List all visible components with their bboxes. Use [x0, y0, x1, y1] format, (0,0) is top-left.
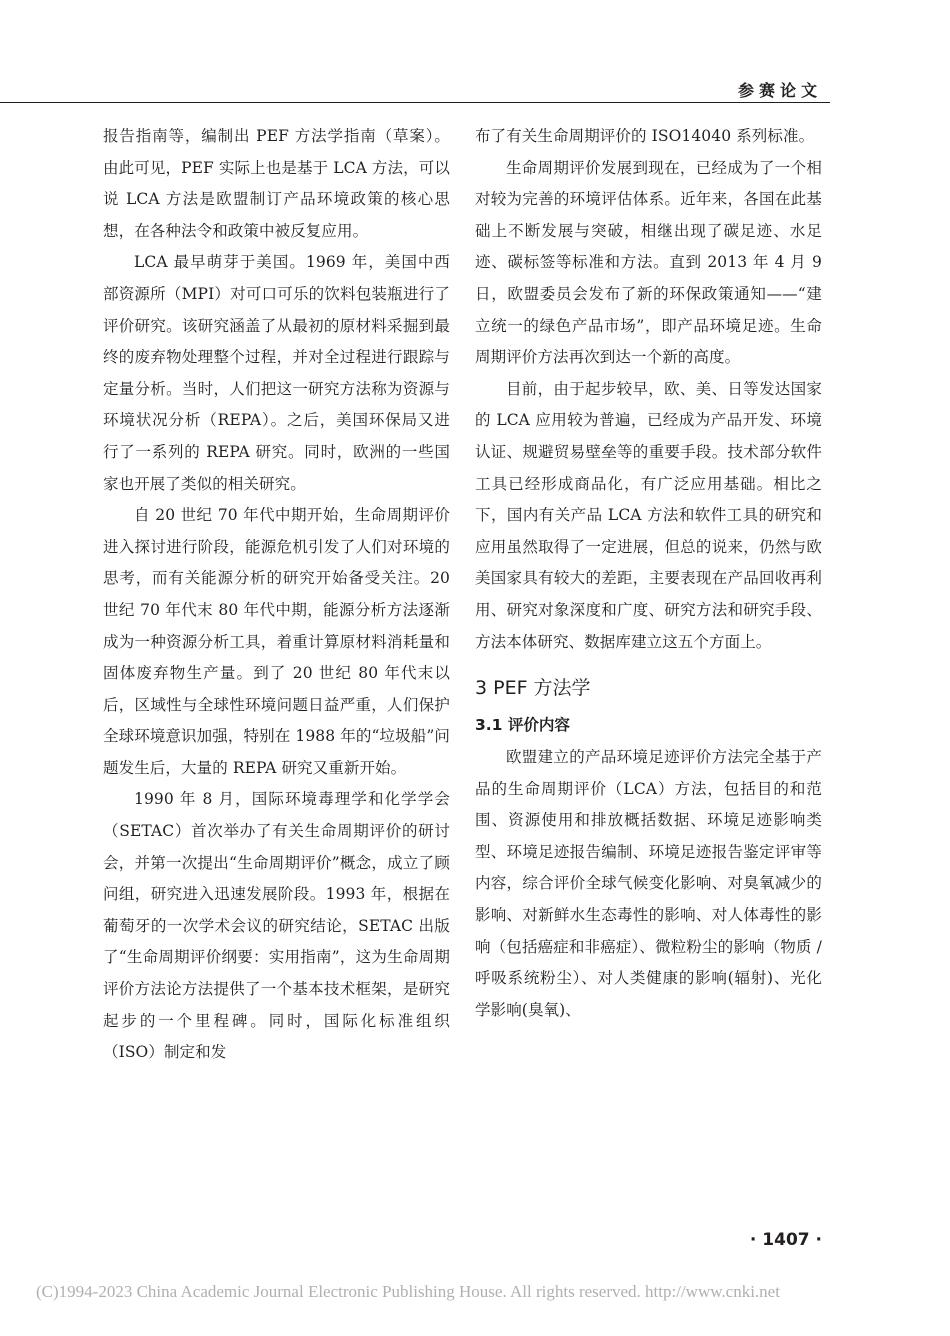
paragraph: 自 20 世纪 70 年代中期开始，生命周期评价进入探讨进行阶段，能源危机引发了人们对环境的思考，而有关能源分析的研究开始备受关注。20 世纪 70 年代末 80 年代中期，能源分析方法逐渐成为一种资源分析工具，着重计算原材料消耗量和固体废弃物生产量。到了 20 世纪 80 年代末以后，区域性与全球性环境问题日益严重，人们保护全球环境意识加强，特别在 1988 年的“垃圾船”问题发生后，大量的 REPA 研究又重新开始。 [103, 506, 450, 777]
paragraph: 生命周期评价发展到现在，已经成为了一个相对较为完善的环境评估体系。近年来，各国在此基础上不断发展与突破，相继出现了碳足迹、水足迹、碳标签等标准和方法。直到 2013 年 4 月 9 日，欧盟委员会发布了新的环保政策通知——“建立统一的绿色产品市场”，即产品环境足迹。生命周期评价方法再次到达一个新的高度。 [475, 158, 822, 367]
paragraph: LCA 最早萌芽于美国。1969 年，美国中西部资源所（MPI）对可口可乐的饮料包装瓶进行了评价研究。该研究涵盖了从最初的原材料采掘到最终的废弃物处理整个过程，并对全过程进行跟踪与定量分析。当时，人们把这一研究方法称为资源与环境状况分析（REPA）。之后，美国环保局又进行了一系列的 REPA 研究。同时，欧洲的一些国家也开展了类似的相关研究。 [103, 253, 450, 493]
header-rule [0, 102, 830, 103]
journal-section-label: 参赛论文 [737, 81, 822, 100]
paragraph: 欧盟建立的产品环境足迹评价方法完全基于产品的生命周期评价（LCA）方法，包括目的和范围、资源使用和排放概括数据、环境足迹影响类型、环境足迹报告编制、环境足迹报告鉴定评审等内容，综合评价全球气候变化影响、对臭氧减少的影响、对新鲜水生态毒性的影响、对人体毒性的影响（包括癌症和非癌症）、微粒粉尘的影响（物质 / 呼吸系统粉尘）、对人类健康的影响(辐射)、光化学影响(臭氧)、 [475, 748, 822, 1019]
section-heading: 3 PEF 方法学 [475, 677, 591, 700]
paragraph: 目前，由于起步较早，欧、美、日等发达国家的 LCA 应用较为普遍，已经成为产品开发、环境认证、规避贸易壁垒等的重要手段。技术部分软件工具已经形成商品化，有广泛应用基础。相比之下，国内有关产品 LCA 方法和软件工具的研究和应用虽然取得了一定进展，但总的说来，仍然与欧美国家具有较大的差距，主要表现在产品回收再利用、研究对象深度和广度、研究方法和研究手段、方法本体研究、数据库建立这五个方面上。 [475, 379, 822, 651]
right-column [475, 121, 822, 1026]
paragraph: 报告指南等，编制出 PEF 方法学指南（草案）。由此可见，PEF 实际上也是基于 LCA 方法，可以说 LCA 方法是欧盟制订产品环境政策的核心思想，在各种法令和政策中被反复应用。 [103, 127, 450, 240]
page-number: · 1407 · [749, 1230, 822, 1250]
subsection-heading: 3.1 评价内容 [475, 716, 570, 735]
paragraph: 1990 年 8 月，国际环境毒理学和化学学会（SETAC）首次举办了有关生命周期评价的研讨会，并第一次提出“生命周期评价”概念，成立了顾问组，研究进入迅速发展阶段。1993 年，根据在葡萄牙的一次学术会议的研究结论，SETAC 出版了“生命周期评价纲要：实用指南”，这为生命周期评价方法论方法提供了一个基本技术框架，是研究起步的一个里程碑。同时，国际化标准组织（ISO）制定和发 [103, 790, 450, 1062]
copyright-notice: (C)1994-2023 China Academic Journal Electronic Publishing House. All rights reserved. http://www.cnki.net [36, 1282, 780, 1301]
paragraph: 布了有关生命周期评价的 ISO14040 系列标准。 [475, 127, 815, 145]
left-column [103, 121, 450, 1069]
